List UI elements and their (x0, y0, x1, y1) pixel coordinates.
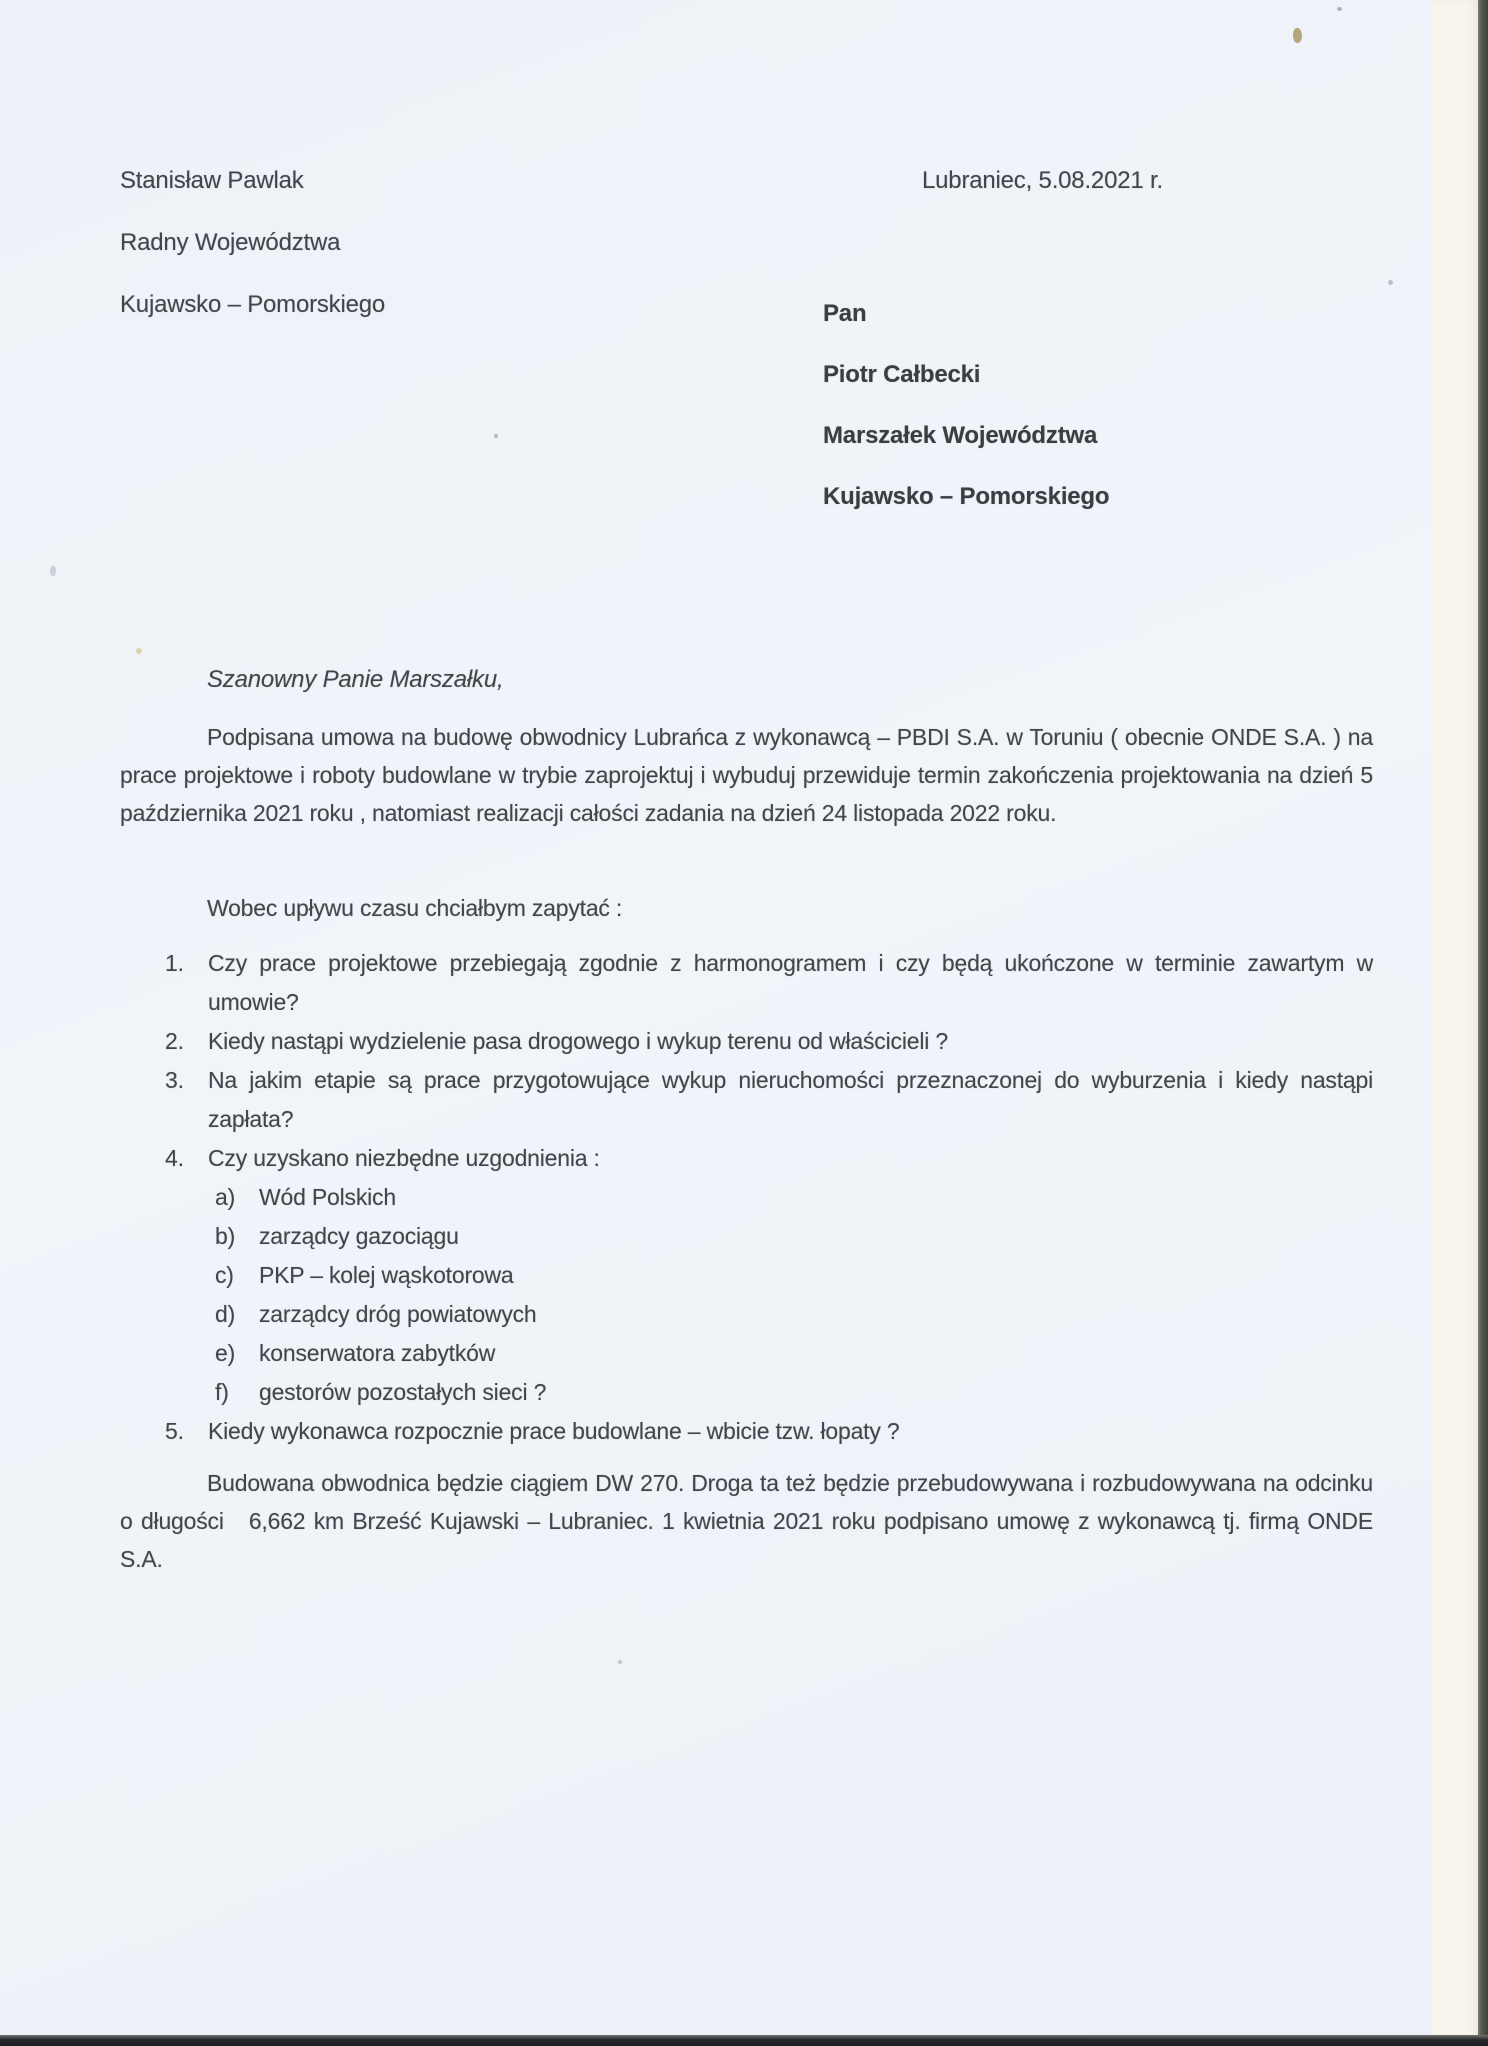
sender-role-line1: Radny Województwa (120, 229, 341, 256)
scan-speck (494, 434, 498, 438)
agreement-letter: f) (215, 1379, 229, 1405)
question-item-4 (165, 1139, 1373, 1178)
question-item-2 (165, 1022, 1373, 1061)
scan-speck (50, 566, 56, 576)
scan-speck (618, 1660, 622, 1664)
agreement-text: gestorów pozostałych sieci ? (259, 1379, 547, 1405)
agreement-text: Wód Polskich (259, 1184, 396, 1210)
recipient-role-line1: Marszałek Województwa (823, 422, 1098, 449)
question-list (165, 944, 1373, 1451)
scanner-edge-bottom (0, 2035, 1488, 2046)
agreement-letter: e) (215, 1340, 236, 1366)
question-number: 5. (165, 1418, 184, 1444)
agreement-text: zarządcy dróg powiatowych (259, 1301, 537, 1327)
question-text: Czy prace projektowe przebiegają zgodnie z harmonogramem i czy będą ukończone w terminie zawartym w umowie? (208, 950, 1373, 1015)
question-number: 1. (165, 950, 184, 976)
question-item-3 (165, 1061, 1373, 1139)
question-item-1 (165, 944, 1373, 1022)
recipient-name: Piotr Całbecki (823, 361, 981, 388)
scanner-edge-warm-band (1432, 0, 1478, 2046)
agreement-item-d (215, 1295, 1373, 1334)
paragraph-intro: Podpisana umowa na budowę obwodnicy Lubrańca z wykonawcą – PBDI S.A. w Toruniu ( obecnie ONDE S.A. ) na prace projektowe i roboty budowlane w trybie zaprojektuj i wybuduj przewiduje termin zakończenia projektowania na dzień 5 października 2021 roku , natomiast realizacji całości zadania na dzień 24 listopada 2022 roku. (120, 724, 1373, 826)
dateline: Lubraniec, 5.08.2021 r. (922, 167, 1163, 194)
agreement-letter: a) (215, 1184, 236, 1210)
agreement-item-f (215, 1373, 1373, 1412)
question-text: Na jakim etapie są prace przygotowujące wykup nieruchomości przeznaczonej do wyburzenia i kiedy nastąpi zapłata? (208, 1067, 1373, 1132)
salutation: Szanowny Panie Marszałku, (207, 666, 504, 693)
question-text: Czy uzyskano niezbędne uzgodnienia : (208, 1145, 600, 1171)
agreement-item-b (215, 1217, 1373, 1256)
scan-speck (1293, 28, 1302, 43)
agreement-item-a (215, 1178, 1373, 1217)
scan-speck (136, 648, 142, 654)
paragraph-closing: Budowana obwodnica będzie ciągiem DW 270. Droga ta też będzie przebudowywana i rozbudowywana na odcinku o długości 6,662 km Brześć Kujawski – Lubraniec. 1 kwietnia 2021 roku podpisano umowę z wykonawcą tj. firmą ONDE S.A. (120, 1470, 1373, 1572)
recipient-honorific: Pan (823, 300, 867, 327)
question-number: 2. (165, 1028, 184, 1054)
question-number: 3. (165, 1067, 184, 1093)
agreement-item-e (215, 1334, 1373, 1373)
sender-name: Stanisław Pawlak (120, 167, 304, 194)
scanner-edge-right (1478, 0, 1488, 2046)
scan-speck (1388, 280, 1393, 285)
sender-block (120, 150, 385, 336)
paragraph-question-lead: Wobec upływu czasu chciałbym zapytać : (207, 895, 623, 921)
sender-role-line2: Kujawsko – Pomorskiego (120, 291, 386, 318)
question-number: 4. (165, 1145, 184, 1171)
agreement-text: konserwatora zabytków (259, 1340, 496, 1366)
agreement-letter: b) (215, 1223, 236, 1249)
question-text: Kiedy wykonawca rozpocznie prace budowlane – wbicie tzw. łopaty ? (208, 1418, 900, 1444)
agreement-text: PKP – kolej wąskotorowa (259, 1262, 514, 1288)
agreement-letter: c) (215, 1262, 234, 1288)
question-item-5 (165, 1412, 1373, 1451)
recipient-block (823, 283, 1109, 527)
question-text: Kiedy nastąpi wydzielenie pasa drogowego i wykup terenu od właścicieli ? (208, 1028, 948, 1054)
agreement-letter: d) (215, 1301, 236, 1327)
scan-speck (1337, 7, 1342, 11)
agreement-item-c (215, 1256, 1373, 1295)
agreement-sublist (215, 1178, 1373, 1412)
agreement-text: zarządcy gazociągu (259, 1223, 459, 1249)
recipient-role-line2: Kujawsko – Pomorskiego (823, 483, 1110, 510)
